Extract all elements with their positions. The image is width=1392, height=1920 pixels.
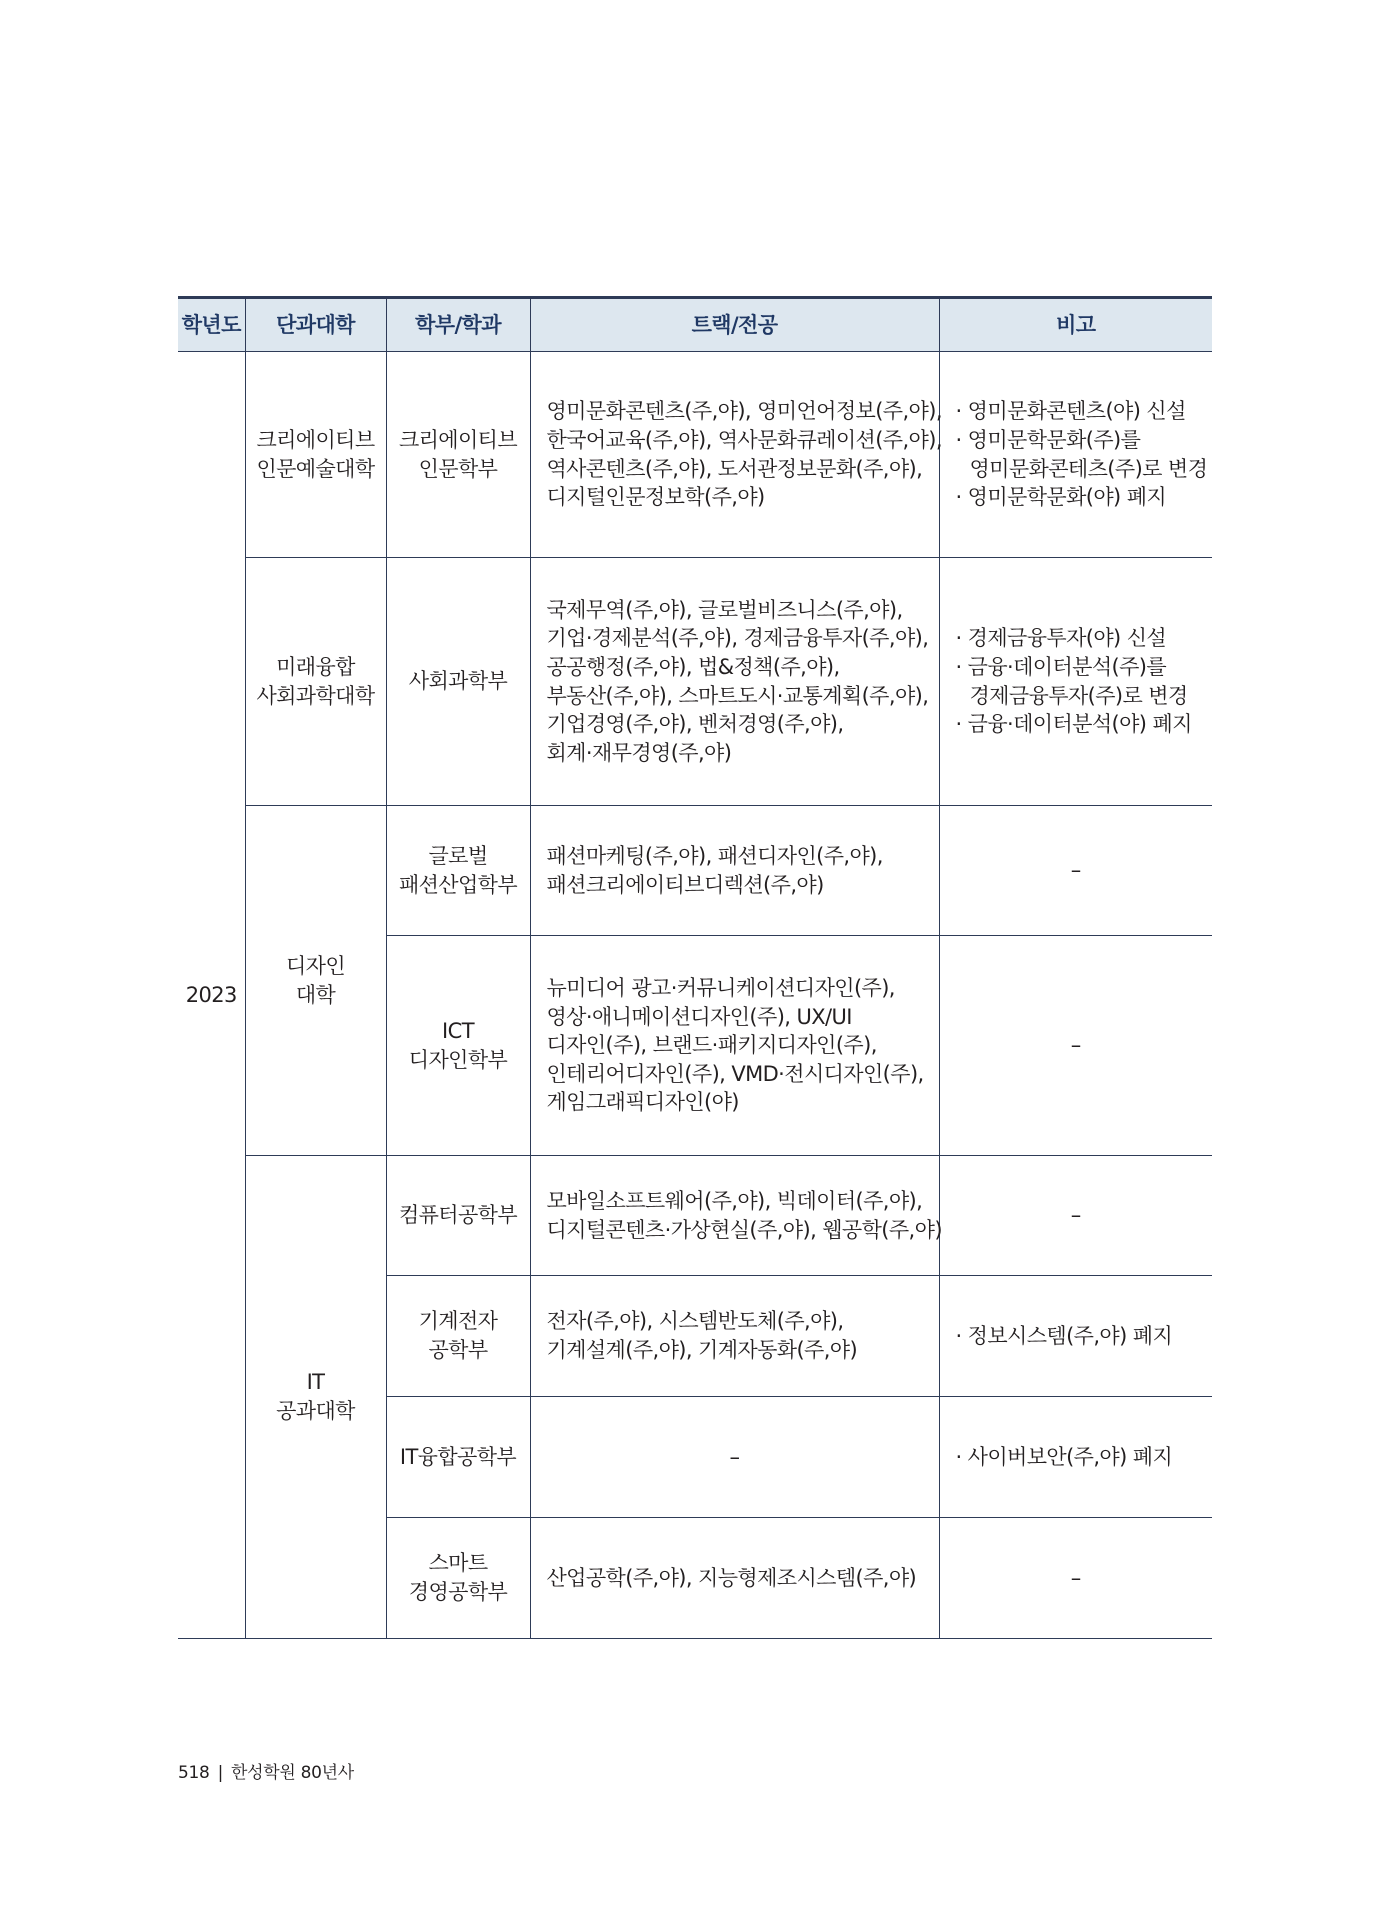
year-cell: 2023 (178, 352, 245, 1639)
note-line: 영미문화콘테츠(주)로 변경 (969, 456, 1208, 481)
cell-line: 디지털콘텐츠·가상현실(주,야), 웹공학(주,야) (546, 1217, 942, 1242)
dept-cell (386, 806, 530, 936)
cell-line: 전자(주,야), 시스템반도체(주,야), (546, 1309, 844, 1334)
track-cell (530, 806, 939, 936)
note-line: · 영미문학문화(야) 폐지 (955, 485, 1167, 510)
note-cell (939, 558, 1212, 806)
table-header-row (178, 298, 1212, 352)
cell-line: 영미문화콘텐츠(주,야), 영미언어정보(주,야), (546, 399, 942, 424)
track-cell (530, 1397, 939, 1518)
cell-line: 디지털인문정보학(주,야) (546, 485, 765, 510)
track-cell (530, 936, 939, 1156)
table-row (178, 806, 1212, 936)
track-cell (530, 558, 939, 806)
note-line: · 정보시스템(주,야) 폐지 (955, 1323, 1173, 1348)
footer-separator: | (217, 1763, 223, 1783)
cell-line: 기계설계(주,야), 기계자동화(주,야) (546, 1338, 858, 1362)
note-cell (939, 1276, 1212, 1397)
cell-line: 사회과학대학 (256, 683, 375, 708)
note-line: · 경제금융투자(야) 신설 (955, 626, 1167, 651)
college-cell (245, 1156, 386, 1639)
college-cell (245, 352, 386, 558)
note-cell (939, 352, 1212, 558)
cell-line: 모바일소프트웨어(주,야), 빅데이터(주,야), (546, 1188, 923, 1213)
cell-line: 크리에이티브 (398, 427, 518, 452)
page-number: 518 (178, 1763, 210, 1783)
header-note: 비고 (939, 298, 1212, 352)
page-footer (178, 1758, 354, 1783)
track-cell (530, 352, 942, 558)
book-title: 한성학원 80년사 (231, 1763, 354, 1783)
note-cell (939, 1397, 1212, 1518)
dept-cell (386, 1518, 530, 1639)
cell-line: 인테리어디자인(주), VMD·전시디자인(주), (546, 1061, 924, 1086)
track-cell (530, 1276, 939, 1397)
note-line: – (1070, 1033, 1081, 1058)
cell-line: 부동산(주,야), 스마트도시·교통계획(주,야), (546, 683, 929, 708)
cell-line: 디자인 (285, 953, 346, 978)
cell-line: 공과대학 (276, 1399, 355, 1423)
cell-line: 미래융합 (276, 654, 355, 679)
cell-line: 경영공학부 (408, 1580, 508, 1604)
header-track: 트랙/전공 (530, 298, 939, 352)
cell-line: – (729, 1444, 740, 1469)
cell-line: 국제무역(주,야), 글로벌비즈니스(주,야), (546, 597, 903, 622)
cell-line: 기계전자 (418, 1309, 498, 1334)
cell-line: 게임그래픽디자인(야) (546, 1090, 739, 1115)
dept-cell (386, 558, 530, 806)
cell-line: 인문학부 (418, 456, 498, 481)
dept-cell (386, 352, 530, 558)
note-line: 경제금융투자(주)로 변경 (969, 683, 1188, 708)
cell-line: 인문예술대학 (256, 456, 375, 481)
cell-line: IT융합공학부 (399, 1444, 517, 1469)
table-body (178, 352, 1212, 1639)
note-line: – (1070, 1203, 1081, 1228)
table-row (178, 352, 1212, 558)
cell-line: 영상·애니메이션디자인(주), UX/UI (546, 1004, 852, 1029)
cell-line: 패션크리에이티브디렉션(주,야) (546, 872, 824, 897)
track-cell (530, 1156, 942, 1276)
cell-line: 산업공학(주,야), 지능형제조시스템(주,야) (546, 1565, 917, 1590)
dept-cell (386, 936, 530, 1156)
table-row (178, 558, 1212, 806)
dept-cell (386, 1156, 530, 1276)
cell-line: 뉴미디어 광고·커뮤니케이션디자인(주), (546, 976, 895, 1001)
note-line: · 금융·데이터분석(야) 폐지 (955, 712, 1192, 737)
header-year: 학년도 (178, 298, 245, 352)
dept-cell (386, 1276, 530, 1397)
cell-line: 글로벌 (428, 843, 488, 868)
cell-line: 회계·재무경영(주,야) (546, 740, 732, 765)
note-line: · 영미문화콘텐츠(야) 신설 (955, 399, 1186, 424)
note-cell (939, 936, 1212, 1156)
cell-line: 사회과학부 (408, 669, 508, 694)
note-cell (939, 1156, 1212, 1276)
cell-line: 디자인(주), 브랜드·패키지디자인(주), (546, 1033, 877, 1058)
cell-line: 패션마케팅(주,야), 패션디자인(주,야), (546, 843, 883, 868)
header-college: 단과대학 (245, 298, 386, 352)
dept-cell (386, 1397, 530, 1518)
cell-line: IT (306, 1370, 325, 1395)
cell-line: 기업·경제분석(주,야), 경제금융투자(주,야), (546, 626, 929, 651)
note-line: – (1070, 858, 1081, 883)
college-cell (245, 558, 386, 806)
cell-line: 패션산업학부 (398, 872, 518, 897)
table-row (178, 1156, 1212, 1276)
cell-line: 크리에이티브 (256, 427, 375, 452)
note-line: · 영미문학문화(주)를 (955, 427, 1141, 452)
cell-line: ICT (442, 1018, 474, 1043)
header-dept: 학부/학과 (386, 298, 530, 352)
cell-line: 역사콘텐츠(주,야), 도서관정보문화(주,야), (546, 456, 923, 481)
cell-line: 공공행정(주,야), 법&정책(주,야), (546, 654, 840, 679)
cell-line: 공학부 (428, 1338, 488, 1362)
cell-line: 디자인학부 (408, 1047, 508, 1072)
note-cell (939, 806, 1212, 936)
cell-line: 스마트 (428, 1551, 488, 1576)
cell-line: 대학 (295, 982, 336, 1007)
college-cell (245, 806, 386, 1156)
cell-line: 컴퓨터공학부 (398, 1203, 518, 1228)
note-line: · 사이버보안(주,야) 폐지 (955, 1444, 1173, 1469)
cell-line: 기업경영(주,야), 벤처경영(주,야), (546, 712, 844, 737)
cell-line: 한국어교육(주,야), 역사문화큐레이션(주,야), (546, 427, 942, 452)
track-cell (530, 1518, 939, 1639)
note-line: · 금융·데이터분석(주)를 (955, 654, 1167, 679)
curriculum-table (178, 296, 1212, 1639)
note-line: – (1070, 1565, 1081, 1590)
note-cell (939, 1518, 1212, 1639)
